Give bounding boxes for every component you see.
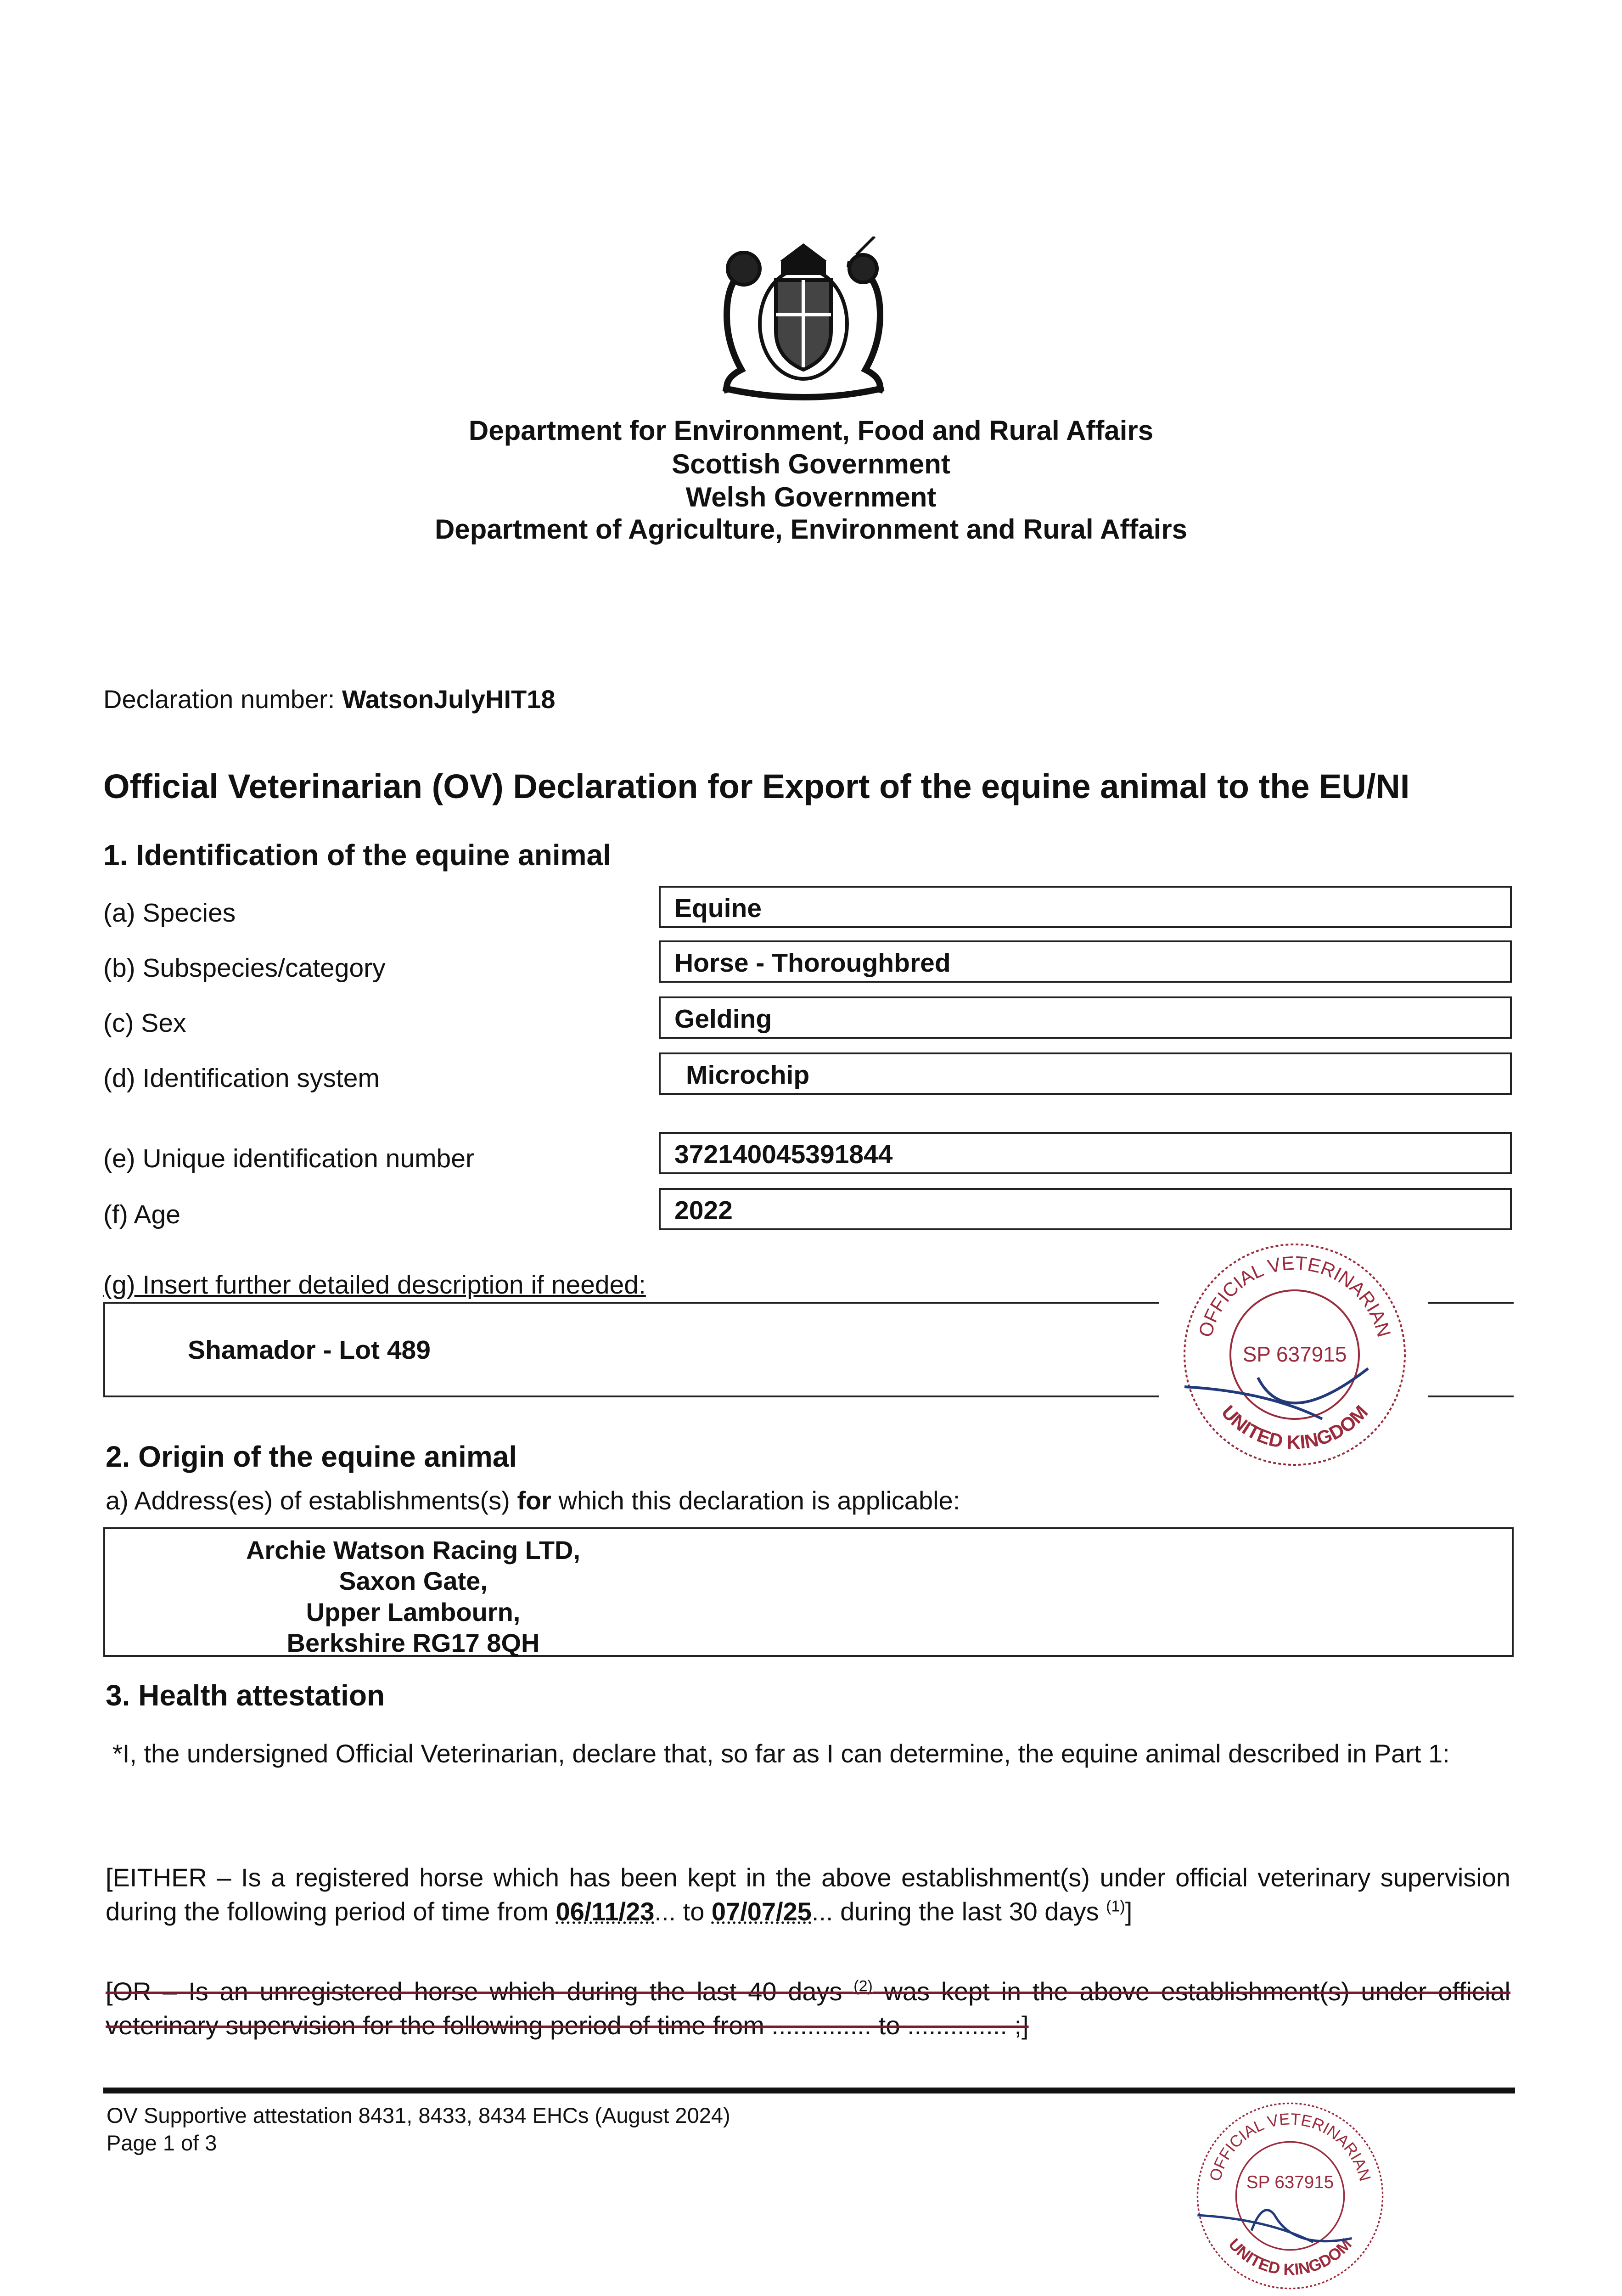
address-label-text: which this declaration is applicable: [551, 1486, 960, 1515]
document-title: Official Veterinarian (OV) Declaration for Export of the equine animal to the EU/NI [103, 767, 1410, 805]
declaration-number-value: WatsonJulyHIT18 [342, 685, 556, 714]
footer-reference: OV Supportive attestation 8431, 8433, 8434 EHCs (August 2024) [107, 2103, 730, 2127]
field-box-id-system [659, 1052, 1512, 1095]
or-text: [OR – Is an unregistered horse which during the last 40 days [106, 1977, 854, 2006]
field-box-species [659, 886, 1512, 928]
section-2-heading: 2. Origin of the equine animal [106, 1440, 517, 1473]
field-label-species: (a) Species [103, 898, 236, 928]
footer-page-number: Page 1 of 3 [107, 2131, 217, 2155]
description-value: Shamador - Lot 489 [188, 1335, 431, 1365]
department-line: Welsh Government [685, 482, 937, 512]
description-box-edge [1428, 1302, 1514, 1397]
royal-coat-of-arms-logo [705, 236, 902, 406]
either-from-date: 06/11/23 [556, 1897, 655, 1926]
attestation-or-struck [106, 1975, 1510, 2043]
section-3-heading: 3. Health attestation [106, 1679, 385, 1712]
footnote-ref: (1) [1106, 1897, 1125, 1915]
address-line: Saxon Gate, [339, 1566, 488, 1595]
declaration-number [103, 684, 556, 715]
stamp-ring-text: OFFICIAL VETERINARIAN [1194, 1252, 1395, 1339]
stamp-ring-text: OFFICIAL VETERINARIAN [1206, 2110, 1374, 2183]
footer-rule [103, 2088, 1515, 2093]
either-text: ... to [654, 1897, 712, 1926]
address-line: Berkshire RG17 8QH [286, 1628, 540, 1657]
section-1-heading: 1. Identification of the equine animal [103, 838, 611, 872]
official-veterinarian-stamp [1180, 1240, 1409, 1469]
attestation-either [106, 1861, 1510, 1929]
svg-text:UNITED KINGDOM [1218, 1401, 1372, 1453]
description-label: (g) Insert further detailed description if needed: [103, 1270, 646, 1300]
address-line: Upper Lambourn, [306, 1598, 521, 1626]
field-box-subspecies [659, 940, 1512, 983]
either-text: [EITHER – Is a registered horse which has been kept in the above establishment(s) under official veterinary supervision during the following period of time from [106, 1863, 1510, 1926]
declaration-number-label: Declaration number: [103, 685, 335, 714]
stamp-bottom-text: UNITED KINGDOM [1217, 1401, 1372, 1453]
either-text: ] [1125, 1897, 1133, 1926]
field-value-sex: Gelding [674, 1004, 772, 1034]
description-box [103, 1302, 1159, 1397]
footnote-ref: (2) [853, 1977, 873, 1995]
field-label-subspecies: (b) Subspecies/category [103, 953, 386, 983]
address-line: Archie Watson Racing LTD, [246, 1536, 581, 1564]
field-label-age: (f) Age [103, 1200, 180, 1229]
either-to-date: 07/07/25 [711, 1897, 812, 1926]
field-value-id-system: Microchip [686, 1060, 810, 1090]
field-value-subspecies: Horse - Thoroughbred [674, 948, 951, 978]
field-box-age [659, 1188, 1512, 1230]
stamp-number: SP 637915 [1246, 2172, 1334, 2193]
department-line: Department for Environment, Food and Rural Affairs [468, 415, 1154, 446]
field-value-unique-id: 372140045391844 [674, 1140, 893, 1169]
department-line: Department of Agriculture, Environment and Rural Affairs [434, 514, 1188, 545]
stamp-number: SP 637915 [1242, 1342, 1347, 1366]
department-line: Scottish Government [672, 449, 950, 479]
address-label-text: a) Address(es) of establishments(s) [106, 1486, 517, 1515]
field-value-age: 2022 [674, 1196, 733, 1225]
field-box-sex [659, 996, 1512, 1039]
field-label-unique-id: (e) Unique identification number [103, 1144, 474, 1173]
official-veterinarian-stamp [1194, 2099, 1386, 2292]
attestation-intro: *I, the undersigned Official Veterinarian, declare that, so far as I can determine, the equine animal described in Part 1: [112, 1739, 1450, 1768]
or-text: was kept in the above establishment(s) under official veterinary supervision for the following period of time from .............. to .............. ;] [106, 1977, 1510, 2040]
either-text: ... during the last 30 days [811, 1897, 1106, 1926]
address-label [106, 1486, 960, 1516]
field-label-sex: (c) Sex [103, 1008, 186, 1038]
field-label-id-system: (d) Identification system [103, 1064, 380, 1093]
address-label-bold: for [517, 1486, 551, 1515]
field-box-unique-id [659, 1132, 1512, 1174]
stamp-bottom-text: UNITED KINGDOM [1225, 2235, 1355, 2279]
field-value-species: Equine [674, 894, 762, 923]
svg-text:OFFICIAL VETERINARIAN [1194, 1252, 1395, 1339]
